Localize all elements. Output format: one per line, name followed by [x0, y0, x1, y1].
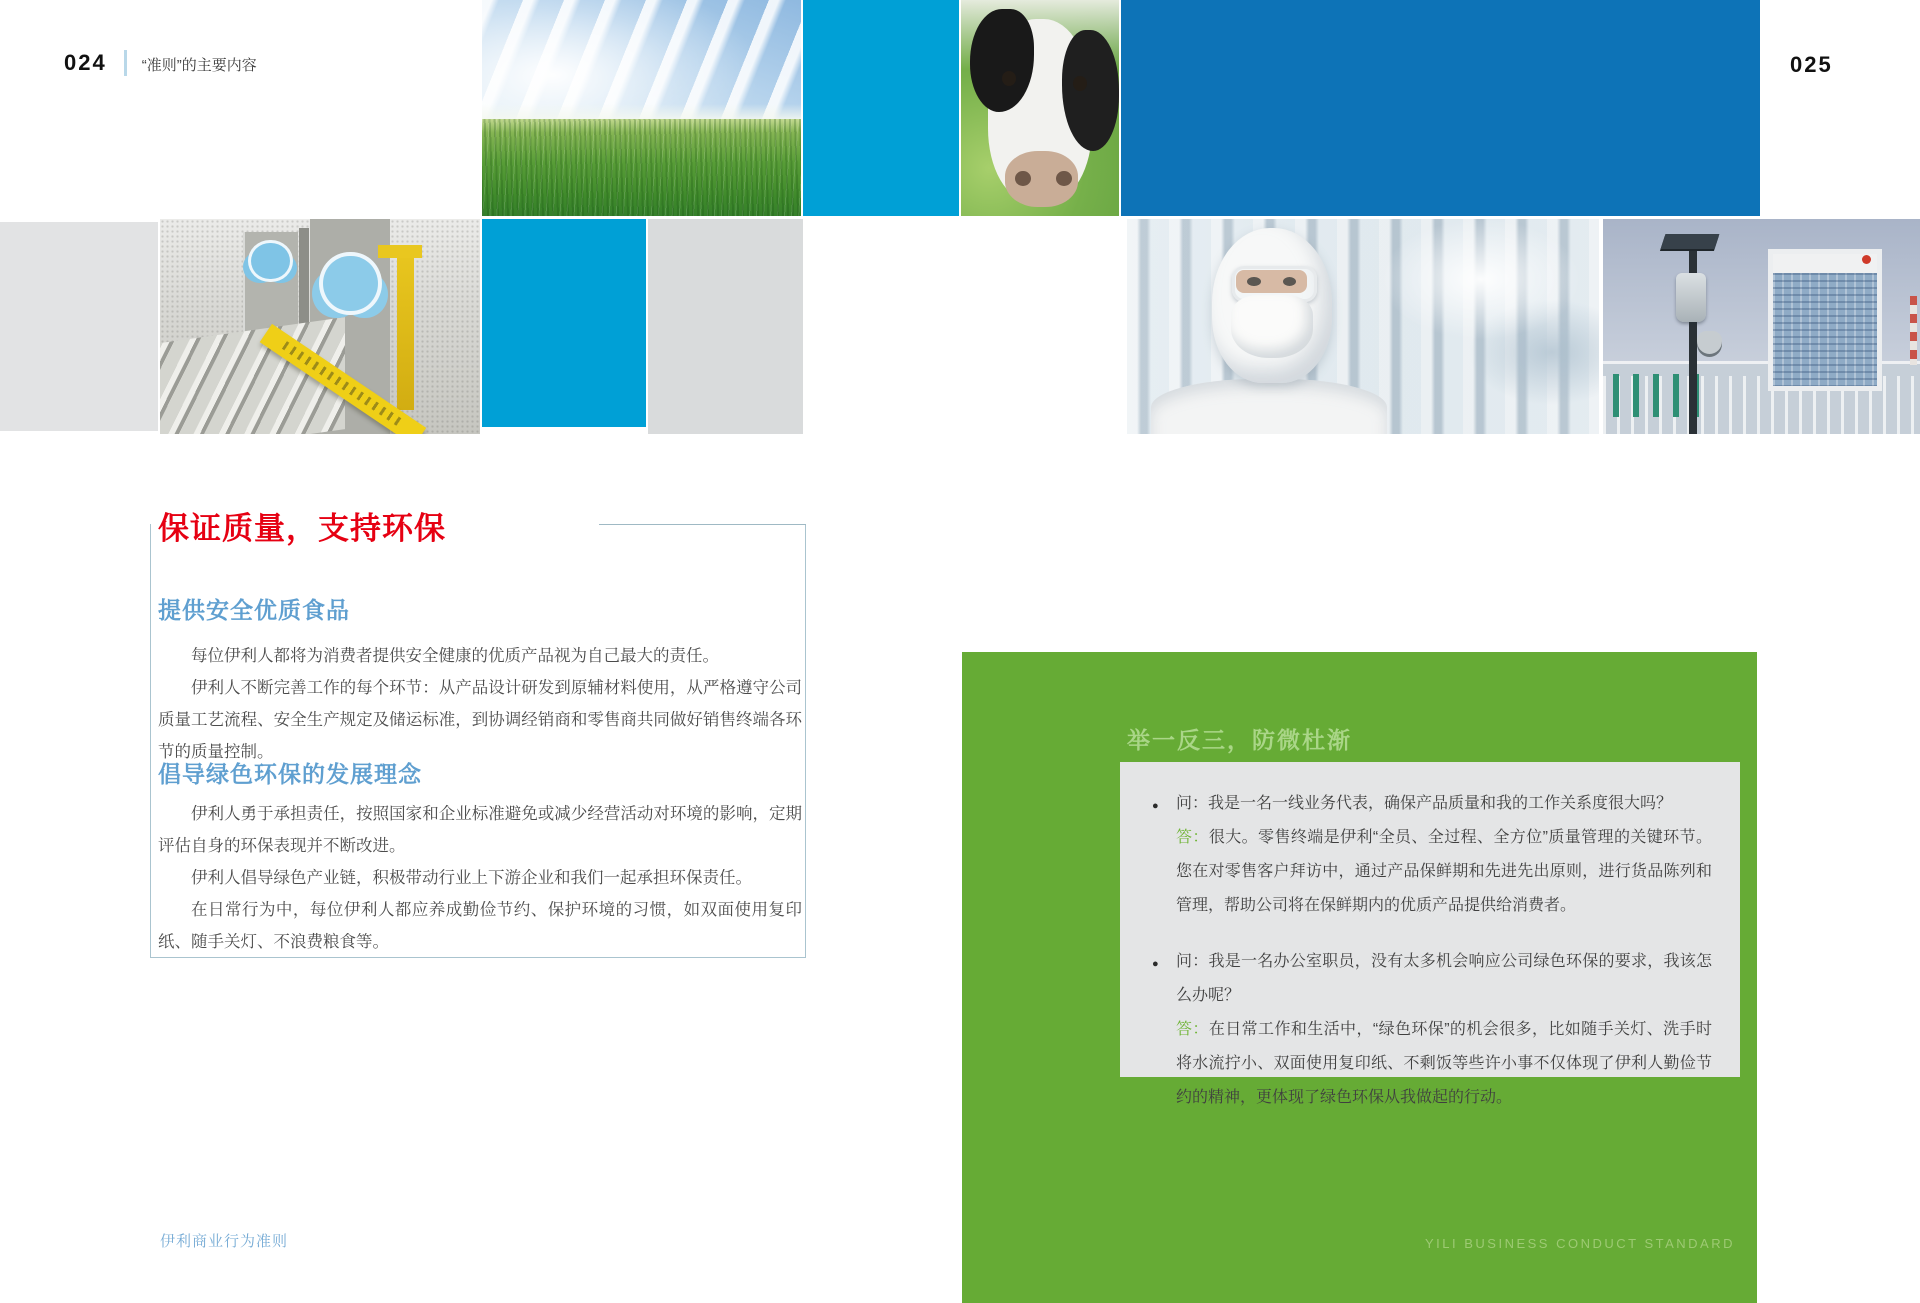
paragraph: 伊利人勇于承担责任，按照国家和企业标准避免或减少经营活动对环境的影响，定期评估自身的环保表现并不断改进。 [158, 805, 802, 855]
recycling-bins-photo [160, 219, 480, 434]
cleanroom-worker [1146, 223, 1420, 434]
lamp-cylinder [1676, 273, 1706, 322]
qa-box [1120, 762, 1740, 1106]
worker-shoulders [1151, 379, 1386, 434]
cow-eye-right [1073, 76, 1087, 91]
qa-text [1176, 787, 1712, 923]
bullet-icon: ● [1152, 800, 1159, 812]
cleanroom-worker-photo [1127, 219, 1599, 434]
question-label: 问： [1176, 795, 1209, 812]
question-text: 我是一名办公室职员，没有太多机会响应公司绿色环保的要求，我该怎么办呢？ [1176, 953, 1712, 1004]
cyan-color-block-top [803, 0, 959, 216]
section-heading-green-development: 倡导绿色环保的发展理念 [158, 761, 422, 787]
cow-nostril-left [1015, 171, 1031, 186]
answer-label: 答： [1176, 829, 1209, 846]
answer-label: 答： [1176, 1021, 1209, 1038]
paragraph: 在日常行为中，每位伊利人都应养成勤俭节约、保护环境的习惯，如双面使用复印纸、随手关灯、不浪费粮食等。 [158, 901, 802, 951]
grass-field-photo [482, 0, 801, 216]
paragraph: 伊利人不断完善工作的每个环节：从产品设计研发到原辅材料使用，从严格遵守公司质量工艺流程、安全生产规定及储运标准，到协调经销商和零售商共同做好销售终端各环节的质量控制。 [158, 679, 802, 761]
header-left [64, 50, 257, 76]
section-paragraphs-food-safety [158, 640, 802, 768]
page-number-left: 024 [64, 50, 107, 75]
tower-logo-dot [1862, 255, 1871, 264]
security-camera [1697, 331, 1722, 357]
cow-nostril-right [1056, 171, 1072, 186]
answer-text: 在日常工作和生活中，“绿色环保”的机会很多，比如随手关灯、洗手时将水流拧小、双面使用复印纸、不剩饭等些许小事不仅体现了伊利人勤俭节约的精神，更体现了绿色环保从我做起的行动。 [1176, 1021, 1712, 1106]
article-border-topline [599, 524, 806, 525]
solar-panel [1661, 234, 1720, 249]
dark-blue-color-block [1121, 0, 1760, 216]
footer-left-chinese: 伊利商业行为准则 [160, 1233, 289, 1250]
qa-text [1176, 945, 1712, 1115]
grass-area [482, 119, 801, 216]
section-paragraphs-green-development [158, 798, 802, 958]
gray-color-block-mid [648, 219, 803, 434]
header-divider [124, 50, 127, 76]
paragraph: 每位伊利人都将为消费者提供安全健康的优质产品视为自己最大的责任。 [191, 647, 719, 665]
blue-cloud-sign-large [323, 256, 377, 312]
section-heading-food-safety: 提供安全优质食品 [158, 597, 350, 623]
question-text: 我是一名一线业务代表，确保产品质量和我的工作关系度很大吗？ [1208, 795, 1673, 812]
answer-text: 很大。零售终端是伊利“全员、全过程、全方位”质量管理的关键环节。您在对零售客户拜访中，通过产品保鲜期和先进先出原则，进行货品陈列和管理，帮助公司将在保鲜期内的优质产品提供给消费者。 [1176, 829, 1712, 914]
page-number-right: 025 [1790, 52, 1833, 77]
article-title: 保证质量，支持环保 [158, 503, 460, 548]
blue-cloud-sign-small [251, 243, 289, 280]
qa-item [1152, 945, 1712, 1115]
chimney [1910, 296, 1917, 365]
tower-top-band [1773, 254, 1877, 272]
yellow-pole-arm [378, 245, 423, 258]
gray-color-block-left [0, 222, 158, 431]
lamp-post [1689, 241, 1697, 435]
paragraph: 伊利人倡导绿色产业链，积极带动行业上下游企业和我们一起承担环保责任。 [191, 869, 752, 887]
bullet-icon: ● [1152, 958, 1159, 970]
tower-glass-grid [1773, 273, 1877, 386]
worker-mask [1231, 295, 1313, 358]
qa-panel-title: 举一反三，防微杜渐 [1127, 727, 1352, 753]
yellow-pole [397, 247, 415, 410]
qa-green-panel [962, 652, 1757, 1303]
cyan-color-block-bottom [482, 219, 646, 427]
header-section-title: “准则”的主要内容 [141, 56, 257, 74]
glass-tower [1768, 249, 1882, 391]
qa-item [1152, 787, 1712, 923]
question-label: 问： [1176, 953, 1209, 970]
cow-photo [961, 0, 1119, 216]
headquarters-building-photo [1603, 219, 1920, 434]
footer-right-english: YILI BUSINESS CONDUCT STANDARD [1424, 1236, 1735, 1251]
